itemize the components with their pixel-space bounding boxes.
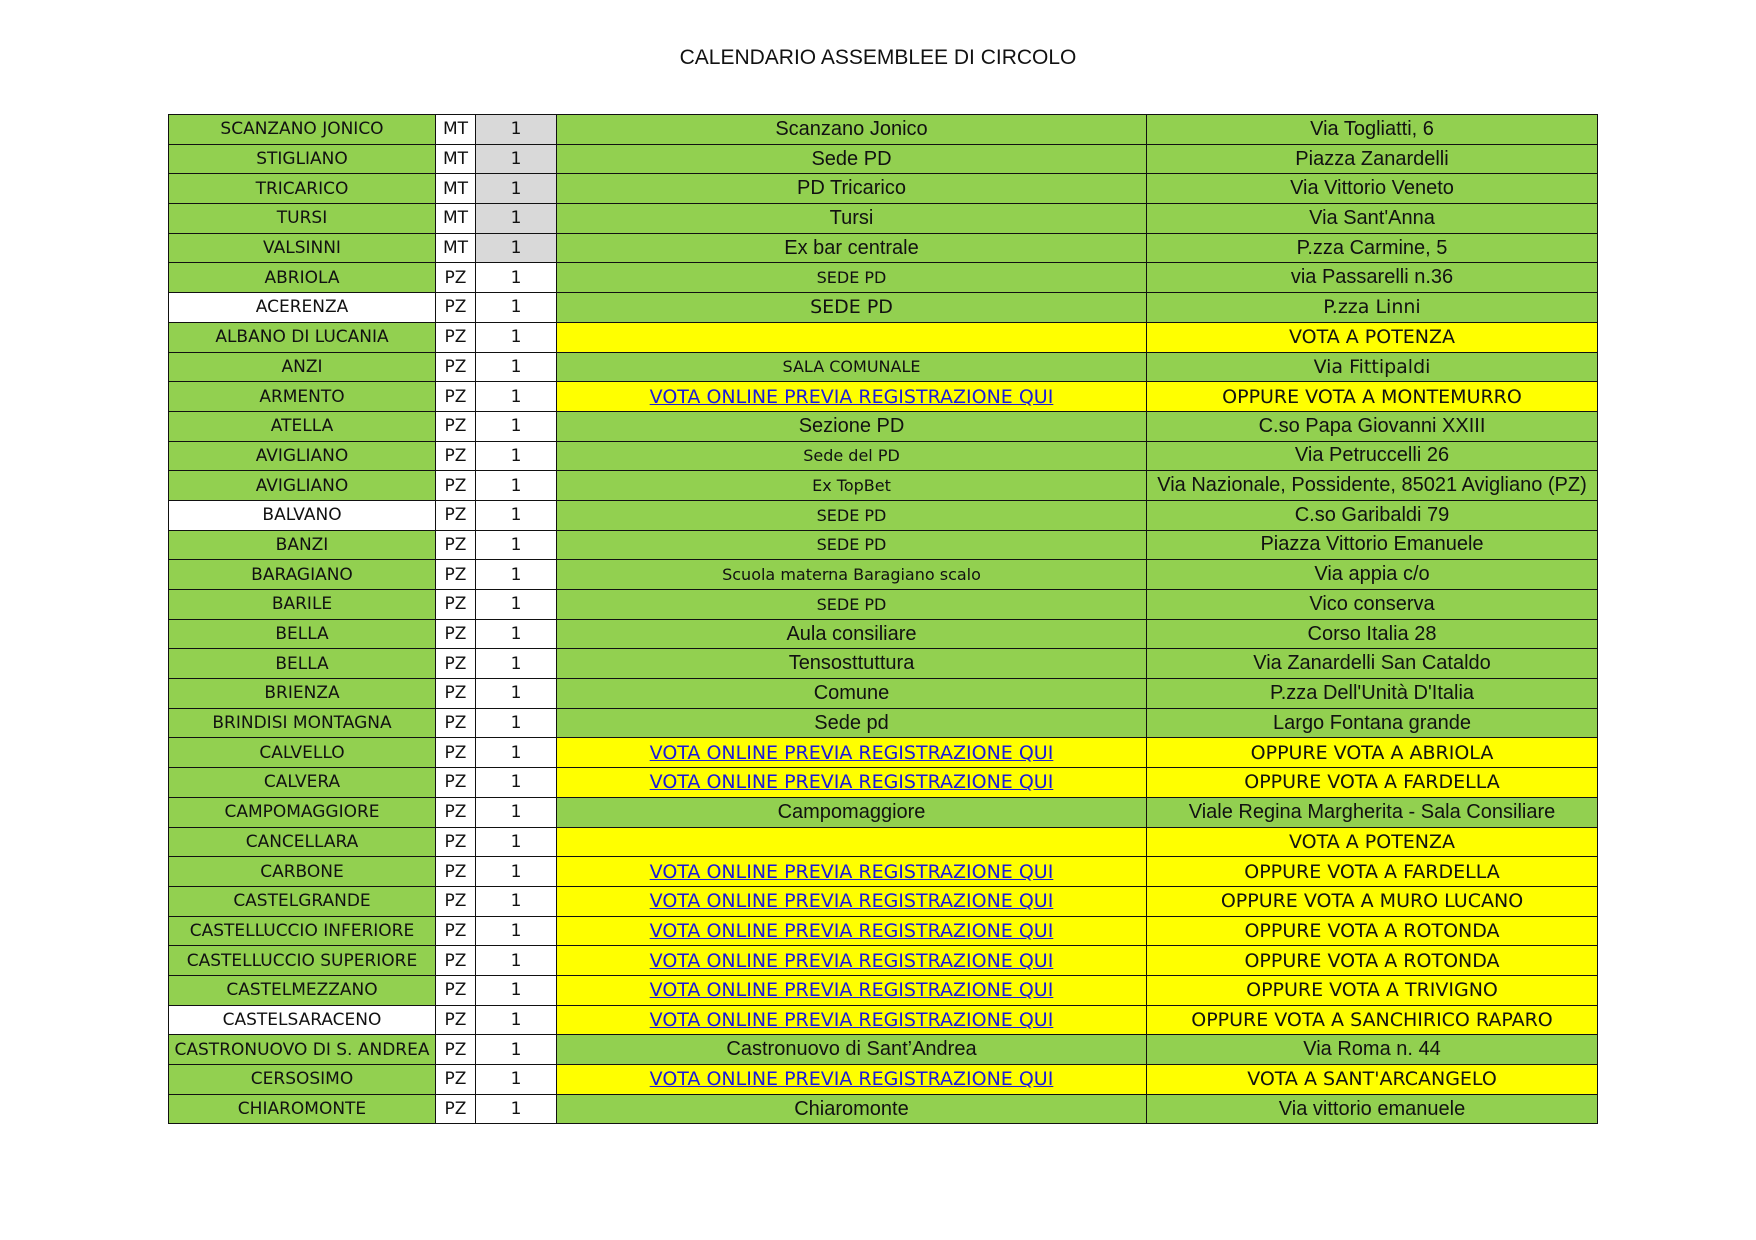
page-title: CALENDARIO ASSEMBLEE DI CIRCOLO — [679, 46, 1077, 69]
indirizzo-cell: P.zza Linni — [1147, 293, 1598, 323]
indirizzo-cell: OPPURE VOTA A MONTEMURRO — [1147, 382, 1598, 412]
assemblies-table — [168, 114, 1598, 1124]
table-row — [169, 471, 1598, 501]
indirizzo-cell: OPPURE VOTA A SANCHIRICO RAPARO — [1147, 1005, 1598, 1035]
table-row — [169, 619, 1598, 649]
table-row — [169, 530, 1598, 560]
province-cell: PZ — [436, 352, 476, 382]
comune-cell: ARMENTO — [169, 382, 436, 412]
province-cell: PZ — [436, 679, 476, 709]
comune-cell: AVIGLIANO — [169, 441, 436, 471]
province-cell: MT — [436, 174, 476, 204]
comune-cell: ANZI — [169, 352, 436, 382]
table-body — [169, 115, 1598, 1124]
comune-cell: CASTELLUCCIO SUPERIORE — [169, 946, 436, 976]
province-cell: PZ — [436, 886, 476, 916]
indirizzo-cell: Via appia c/o — [1147, 560, 1598, 590]
province-cell: PZ — [436, 1094, 476, 1124]
number-cell: 1 — [476, 768, 557, 798]
comune-cell: TURSI — [169, 204, 436, 234]
registration-link[interactable]: VOTA ONLINE PREVIA REGISTRAZIONE QUI — [649, 771, 1054, 794]
number-cell: 1 — [476, 530, 557, 560]
indirizzo-cell: VOTA A SANT'ARCANGELO — [1147, 1065, 1598, 1095]
indirizzo-cell: Via Togliatti, 6 — [1147, 115, 1598, 145]
comune-cell: BARAGIANO — [169, 560, 436, 590]
indirizzo-cell: via Passarelli n.36 — [1147, 263, 1598, 293]
sede-cell: Comune — [557, 679, 1147, 709]
number-cell: 1 — [476, 411, 557, 441]
sede-cell — [557, 382, 1147, 412]
table-row — [169, 1094, 1598, 1124]
comune-cell: BARILE — [169, 590, 436, 620]
indirizzo-cell: OPPURE VOTA A ROTONDA — [1147, 916, 1598, 946]
comune-cell: BRINDISI MONTAGNA — [169, 708, 436, 738]
sede-cell: PD Tricarico — [557, 174, 1147, 204]
comune-cell: CARBONE — [169, 857, 436, 887]
sede-cell: Scuola materna Baragiano scalo — [557, 560, 1147, 590]
indirizzo-cell: OPPURE VOTA A ABRIOLA — [1147, 738, 1598, 768]
number-cell: 1 — [476, 115, 557, 145]
province-cell: PZ — [436, 441, 476, 471]
indirizzo-cell: C.so Garibaldi 79 — [1147, 500, 1598, 530]
registration-link[interactable]: VOTA ONLINE PREVIA REGISTRAZIONE QUI — [649, 949, 1054, 972]
sede-cell: Sede pd — [557, 708, 1147, 738]
sede-cell: SALA COMUNALE — [557, 352, 1147, 382]
province-cell: PZ — [436, 619, 476, 649]
indirizzo-cell: Corso Italia 28 — [1147, 619, 1598, 649]
province-cell: PZ — [436, 1035, 476, 1065]
province-cell: PZ — [436, 471, 476, 501]
number-cell: 1 — [476, 1094, 557, 1124]
number-cell: 1 — [476, 708, 557, 738]
table-row — [169, 649, 1598, 679]
table-row — [169, 708, 1598, 738]
indirizzo-cell: Via Petruccelli 26 — [1147, 441, 1598, 471]
table-row — [169, 263, 1598, 293]
number-cell: 1 — [476, 619, 557, 649]
table-row — [169, 797, 1598, 827]
province-cell: PZ — [436, 560, 476, 590]
sede-cell: Ex bar centrale — [557, 233, 1147, 263]
number-cell: 1 — [476, 500, 557, 530]
indirizzo-cell: Viale Regina Margherita - Sala Consiliare — [1147, 797, 1598, 827]
indirizzo-cell: Via Roma n. 44 — [1147, 1035, 1598, 1065]
province-cell: PZ — [436, 827, 476, 857]
registration-link[interactable]: VOTA ONLINE PREVIA REGISTRAZIONE QUI — [649, 1008, 1054, 1031]
table-row — [169, 738, 1598, 768]
table-row — [169, 500, 1598, 530]
indirizzo-cell: OPPURE VOTA A FARDELLA — [1147, 857, 1598, 887]
number-cell: 1 — [476, 322, 557, 352]
registration-link[interactable]: VOTA ONLINE PREVIA REGISTRAZIONE QUI — [649, 890, 1054, 913]
number-cell: 1 — [476, 797, 557, 827]
comune-cell: BRIENZA — [169, 679, 436, 709]
number-cell: 1 — [476, 827, 557, 857]
indirizzo-cell: C.so Papa Giovanni XXIII — [1147, 411, 1598, 441]
comune-cell: CALVELLO — [169, 738, 436, 768]
number-cell: 1 — [476, 975, 557, 1005]
number-cell: 1 — [476, 144, 557, 174]
comune-cell: ABRIOLA — [169, 263, 436, 293]
province-cell: PZ — [436, 500, 476, 530]
comune-cell: SCANZANO JONICO — [169, 115, 436, 145]
number-cell: 1 — [476, 204, 557, 234]
comune-cell: BELLA — [169, 649, 436, 679]
sede-cell: Tursi — [557, 204, 1147, 234]
table-row — [169, 975, 1598, 1005]
sede-cell: SEDE PD — [557, 263, 1147, 293]
province-cell: PZ — [436, 1005, 476, 1035]
indirizzo-cell: Via vittorio emanuele — [1147, 1094, 1598, 1124]
province-cell: PZ — [436, 768, 476, 798]
sede-cell — [557, 1065, 1147, 1095]
province-cell: PZ — [436, 916, 476, 946]
province-cell: PZ — [436, 738, 476, 768]
comune-cell: ATELLA — [169, 411, 436, 441]
comune-cell: BELLA — [169, 619, 436, 649]
table-row — [169, 827, 1598, 857]
sede-cell: Campomaggiore — [557, 797, 1147, 827]
registration-link[interactable]: VOTA ONLINE PREVIA REGISTRAZIONE QUI — [649, 385, 1054, 408]
comune-cell: CALVERA — [169, 768, 436, 798]
indirizzo-cell: OPPURE VOTA A MURO LUCANO — [1147, 886, 1598, 916]
indirizzo-cell: Piazza Zanardelli — [1147, 144, 1598, 174]
sede-cell — [557, 768, 1147, 798]
indirizzo-cell: Piazza Vittorio Emanuele — [1147, 530, 1598, 560]
province-cell: PZ — [436, 797, 476, 827]
number-cell: 1 — [476, 293, 557, 323]
table-row — [169, 886, 1598, 916]
comune-cell: STIGLIANO — [169, 144, 436, 174]
sede-cell: Scanzano Jonico — [557, 115, 1147, 145]
sede-cell: SEDE PD — [557, 590, 1147, 620]
sede-cell: Sezione PD — [557, 411, 1147, 441]
number-cell: 1 — [476, 233, 557, 263]
sede-cell: Sede PD — [557, 144, 1147, 174]
table-row — [169, 233, 1598, 263]
province-cell: PZ — [436, 590, 476, 620]
number-cell: 1 — [476, 590, 557, 620]
registration-link[interactable]: VOTA ONLINE PREVIA REGISTRAZIONE QUI — [649, 1068, 1054, 1091]
table-row — [169, 411, 1598, 441]
comune-cell: CASTELLUCCIO INFERIORE — [169, 916, 436, 946]
number-cell: 1 — [476, 679, 557, 709]
province-cell: PZ — [436, 322, 476, 352]
table-row — [169, 1005, 1598, 1035]
province-cell: PZ — [436, 1065, 476, 1095]
province-cell: PZ — [436, 411, 476, 441]
comune-cell: AVIGLIANO — [169, 471, 436, 501]
table-row — [169, 115, 1598, 145]
comune-cell: BALVANO — [169, 500, 436, 530]
table-row — [169, 1035, 1598, 1065]
comune-cell: CHIAROMONTE — [169, 1094, 436, 1124]
sede-cell: SEDE PD — [557, 500, 1147, 530]
comune-cell: ALBANO DI LUCANIA — [169, 322, 436, 352]
number-cell: 1 — [476, 263, 557, 293]
number-cell: 1 — [476, 560, 557, 590]
number-cell: 1 — [476, 382, 557, 412]
number-cell: 1 — [476, 1035, 557, 1065]
number-cell: 1 — [476, 441, 557, 471]
table-row — [169, 768, 1598, 798]
number-cell: 1 — [476, 916, 557, 946]
indirizzo-cell: VOTA A POTENZA — [1147, 827, 1598, 857]
comune-cell: BANZI — [169, 530, 436, 560]
indirizzo-cell: Via Vittorio Veneto — [1147, 174, 1598, 204]
table-row — [169, 441, 1598, 471]
sede-cell — [557, 827, 1147, 857]
indirizzo-cell: OPPURE VOTA A TRIVIGNO — [1147, 975, 1598, 1005]
number-cell: 1 — [476, 738, 557, 768]
registration-link[interactable]: VOTA ONLINE PREVIA REGISTRAZIONE QUI — [649, 979, 1054, 1002]
number-cell: 1 — [476, 352, 557, 382]
table-row — [169, 857, 1598, 887]
sede-cell — [557, 857, 1147, 887]
sede-cell: Castronuovo di Sant’Andrea — [557, 1035, 1147, 1065]
table-row — [169, 679, 1598, 709]
province-cell: MT — [436, 204, 476, 234]
province-cell: MT — [436, 115, 476, 145]
comune-cell: CASTELMEZZANO — [169, 975, 436, 1005]
sede-cell — [557, 886, 1147, 916]
table-row — [169, 382, 1598, 412]
sede-cell — [557, 1005, 1147, 1035]
province-cell: PZ — [436, 857, 476, 887]
comune-cell: CAMPOMAGGIORE — [169, 797, 436, 827]
province-cell: PZ — [436, 946, 476, 976]
registration-link[interactable]: VOTA ONLINE PREVIA REGISTRAZIONE QUI — [649, 860, 1054, 883]
table-row — [169, 322, 1598, 352]
province-cell: MT — [436, 144, 476, 174]
table-row — [169, 560, 1598, 590]
table-row — [169, 1065, 1598, 1095]
sede-cell: Ex TopBet — [557, 471, 1147, 501]
table-row — [169, 916, 1598, 946]
sede-cell: Sede del PD — [557, 441, 1147, 471]
table-row — [169, 590, 1598, 620]
sede-cell — [557, 322, 1147, 352]
comune-cell: CASTELGRANDE — [169, 886, 436, 916]
number-cell: 1 — [476, 649, 557, 679]
comune-cell: VALSINNI — [169, 233, 436, 263]
registration-link[interactable]: VOTA ONLINE PREVIA REGISTRAZIONE QUI — [649, 919, 1054, 942]
table-row — [169, 204, 1598, 234]
number-cell: 1 — [476, 1065, 557, 1095]
number-cell: 1 — [476, 1005, 557, 1035]
indirizzo-cell: Via Fittipaldi — [1147, 352, 1598, 382]
table-row — [169, 352, 1598, 382]
indirizzo-cell: P.zza Dell'Unità D'Italia — [1147, 679, 1598, 709]
province-cell: PZ — [436, 263, 476, 293]
indirizzo-cell: Largo Fontana grande — [1147, 708, 1598, 738]
sede-cell: SEDE PD — [557, 530, 1147, 560]
number-cell: 1 — [476, 886, 557, 916]
province-cell: PZ — [436, 708, 476, 738]
number-cell: 1 — [476, 946, 557, 976]
indirizzo-cell: OPPURE VOTA A FARDELLA — [1147, 768, 1598, 798]
table-row — [169, 144, 1598, 174]
number-cell: 1 — [476, 857, 557, 887]
indirizzo-cell: Via Sant'Anna — [1147, 204, 1598, 234]
province-cell: PZ — [436, 293, 476, 323]
indirizzo-cell: OPPURE VOTA A ROTONDA — [1147, 946, 1598, 976]
sede-cell — [557, 946, 1147, 976]
comune-cell: ACERENZA — [169, 293, 436, 323]
comune-cell: CASTRONUOVO DI S. ANDREA — [169, 1035, 436, 1065]
sede-cell — [557, 738, 1147, 768]
indirizzo-cell: Via Zanardelli San Cataldo — [1147, 649, 1598, 679]
sede-cell: Chiaromonte — [557, 1094, 1147, 1124]
province-cell: PZ — [436, 382, 476, 412]
sede-cell: Aula consiliare — [557, 619, 1147, 649]
table-row — [169, 293, 1598, 323]
comune-cell: CASTELSARACENO — [169, 1005, 436, 1035]
indirizzo-cell: Vico conserva — [1147, 590, 1598, 620]
number-cell: 1 — [476, 471, 557, 501]
indirizzo-cell: Via Nazionale, Possidente, 85021 Avigliano (PZ) — [1147, 471, 1598, 501]
sede-cell — [557, 975, 1147, 1005]
number-cell: 1 — [476, 174, 557, 204]
registration-link[interactable]: VOTA ONLINE PREVIA REGISTRAZIONE QUI — [649, 741, 1054, 764]
indirizzo-cell: VOTA A POTENZA — [1147, 322, 1598, 352]
table-row — [169, 946, 1598, 976]
indirizzo-cell: P.zza Carmine, 5 — [1147, 233, 1598, 263]
province-cell: MT — [436, 233, 476, 263]
comune-cell: CANCELLARA — [169, 827, 436, 857]
sede-cell: SEDE PD — [557, 293, 1147, 323]
province-cell: PZ — [436, 649, 476, 679]
province-cell: PZ — [436, 530, 476, 560]
table-row — [169, 174, 1598, 204]
province-cell: PZ — [436, 975, 476, 1005]
comune-cell: TRICARICO — [169, 174, 436, 204]
comune-cell: CERSOSIMO — [169, 1065, 436, 1095]
sede-cell — [557, 916, 1147, 946]
sede-cell: Tensosttuttura — [557, 649, 1147, 679]
